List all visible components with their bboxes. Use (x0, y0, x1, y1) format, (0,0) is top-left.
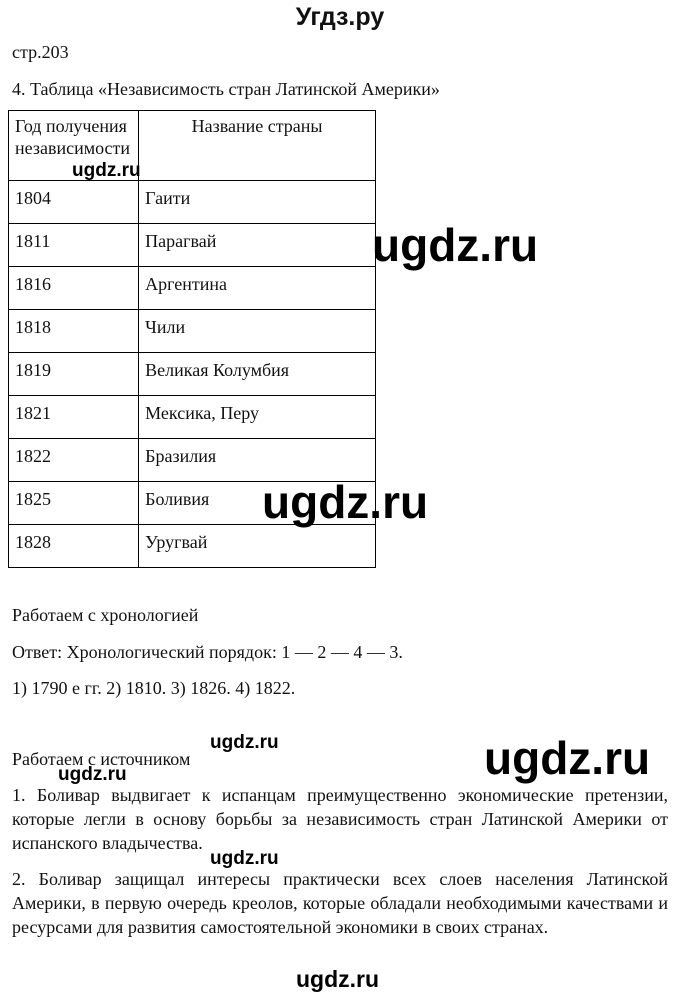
table-cell-country: Уругвай (139, 525, 376, 568)
watermark-text: ugdz.ru (72, 160, 141, 181)
chronology-answer: Ответ: Хронологический порядок: 1 — 2 — 4 — 3. (12, 642, 403, 662)
table-row (9, 181, 376, 224)
table-cell-year: 1818 (9, 310, 139, 353)
site-title: Угдз.ру (295, 3, 385, 31)
table-row (9, 525, 376, 568)
watermark-text: ugdz.ru (372, 219, 539, 271)
chronology-heading: Работаем с хронологией (12, 605, 199, 625)
watermark-text: ugdz.ru (262, 476, 429, 528)
table-row (9, 267, 376, 310)
table-row (9, 396, 376, 439)
table-header-row (9, 111, 376, 181)
table-cell-country: Гаити (139, 181, 376, 224)
table-cell-year: 1828 (9, 525, 139, 568)
table-row (9, 353, 376, 396)
source-heading: Работаем с источником (12, 749, 191, 769)
table-cell-country: Великая Колумбия (139, 353, 376, 396)
table-cell-year: 1804 (9, 181, 139, 224)
page-reference: стр.203 (12, 42, 69, 62)
source-point-2: 2. Боливар защищал интересы практически всех слоев населения Латинской Америки, в первую очередь креолов, которые обладали необходимыми качествами и ресурсами для развития самостоятельной экономики в своих странах. (12, 869, 668, 937)
table-header-year: Год получения независимости (9, 111, 139, 181)
table-cell-year: 1822 (9, 439, 139, 482)
watermark-text: ugdz.ru (210, 848, 279, 869)
table-cell-year: 1825 (9, 482, 139, 525)
table-cell-country: Аргентина (139, 267, 376, 310)
table-row (9, 224, 376, 267)
table-cell-year: 1819 (9, 353, 139, 396)
watermark-text: ugdz.ru (296, 966, 380, 992)
table-row (9, 310, 376, 353)
table-cell-country: Парагвай (139, 224, 376, 267)
chronology-dates: 1) 1790 е гг. 2) 1810. 3) 1826. 4) 1822. (12, 678, 296, 698)
table-cell-country: Боливия (139, 482, 376, 525)
watermark-text: ugdz.ru (210, 732, 279, 753)
task-title: 4. Таблица «Независимость стран Латинской Америки» (12, 79, 440, 99)
table-cell-year: 1811 (9, 224, 139, 267)
table-cell-country: Чили (139, 310, 376, 353)
table-cell-year: 1821 (9, 396, 139, 439)
table-header-country: Название страны (139, 111, 376, 181)
watermark-text: ugdz.ru (58, 764, 127, 785)
table-cell-year: 1816 (9, 267, 139, 310)
table-cell-country: Бразилия (139, 439, 376, 482)
table-cell-country: Мексика, Перу (139, 396, 376, 439)
source-point-1: 1. Боливар выдвигает к испанцам преимущественно экономические претензии, которые легли в основу борьбы за независимость стран Латинской Америки от испанского владычества. (12, 785, 668, 853)
watermark-text: ugdz.ru (484, 732, 651, 784)
